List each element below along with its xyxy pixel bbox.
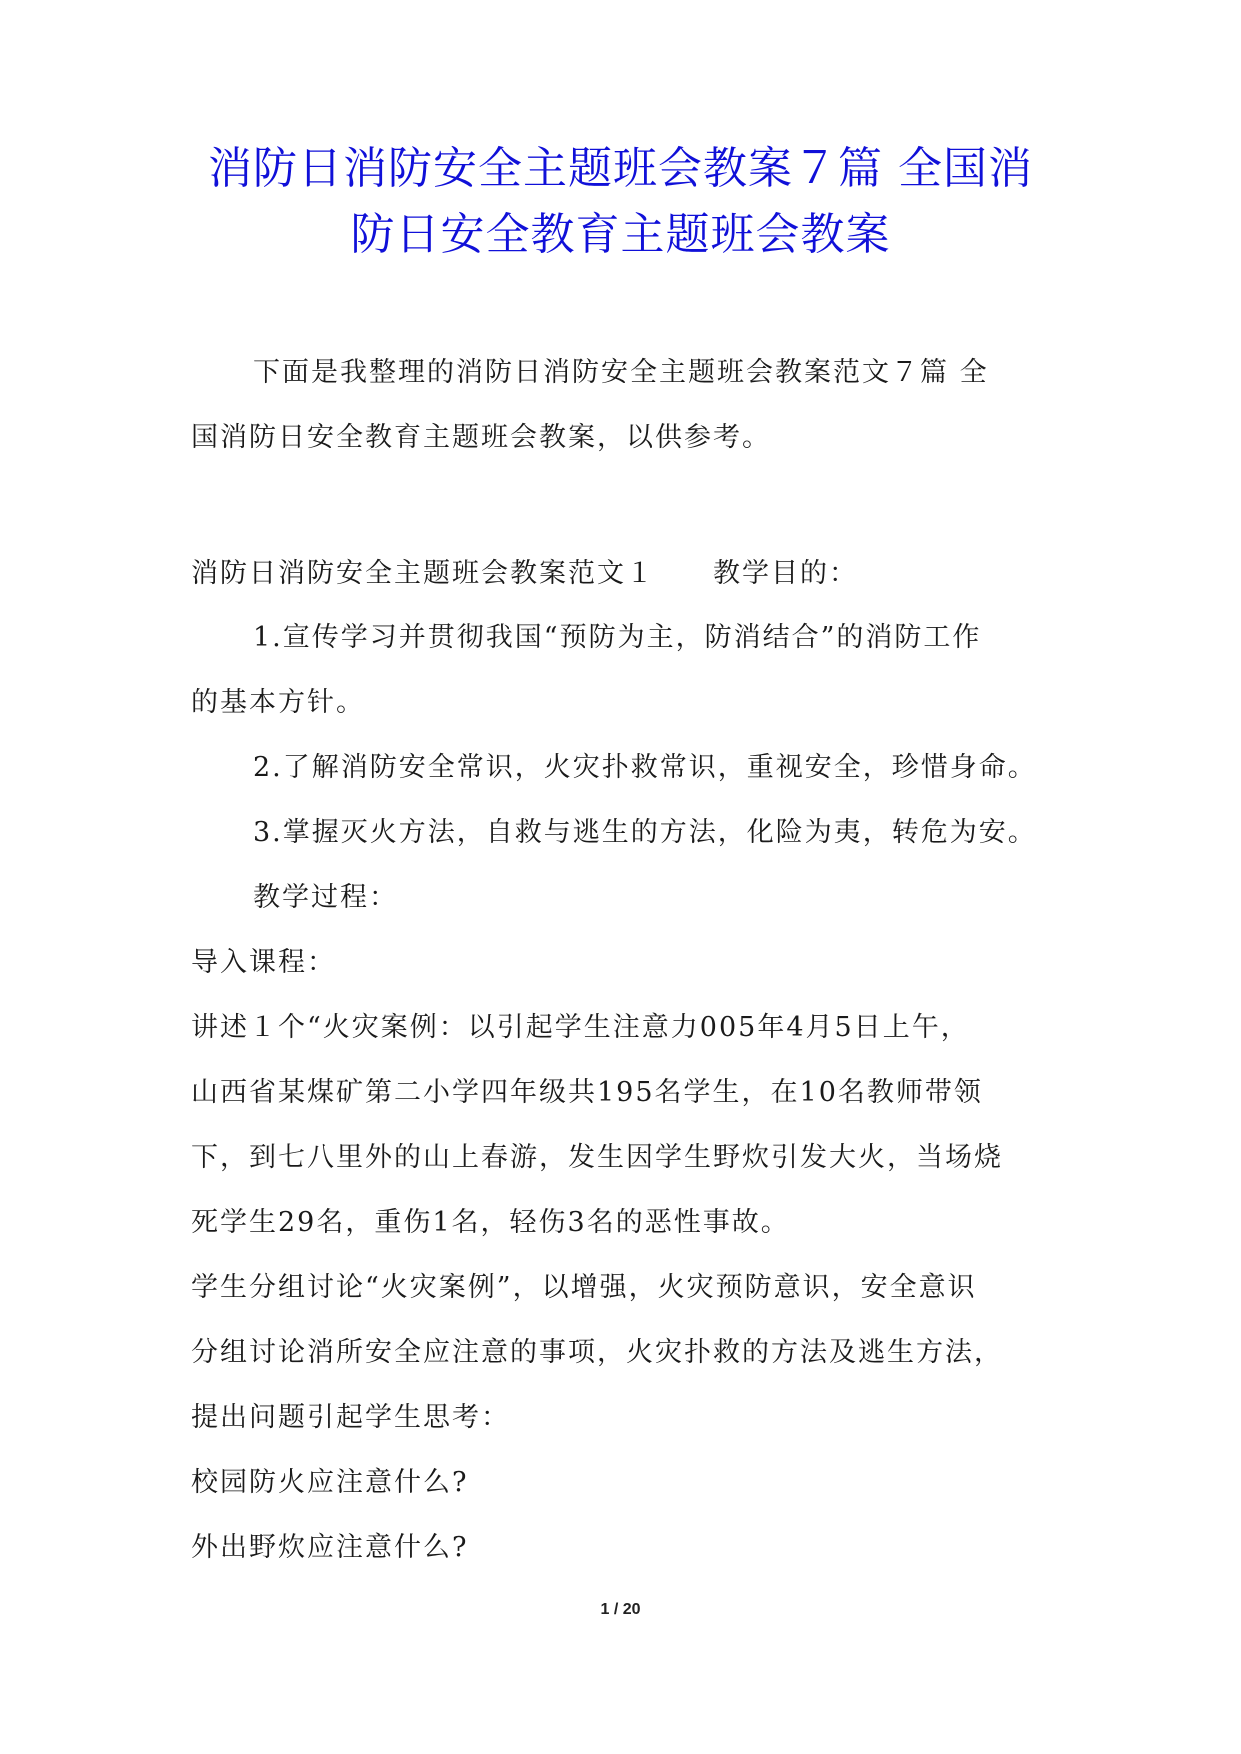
goal-1-line-1: 1.宣传学习并贯彻我国“预防为主，防消结合”的消防工作 xyxy=(253,622,982,653)
section-heading: 消防日消防安全主题班会教案范文１ 教学目的： xyxy=(191,558,858,589)
question-intro: 提出问题引起学生思考： xyxy=(191,1402,510,1433)
process-label: 教学过程： xyxy=(253,882,398,913)
case-line-2: 山西省某煤矿第二小学四年级共195名学生，在10名教师带领 xyxy=(191,1077,983,1108)
intro-course-label: 导入课程： xyxy=(191,947,336,978)
question-1: 校园防火应注意什么? xyxy=(191,1467,469,1498)
title-line-2: 防日安全教育主题班会教案 xyxy=(350,209,891,260)
document-title xyxy=(150,136,1091,268)
title-line-1: 消防日消防安全主题班会教案７篇 全国消 xyxy=(208,143,1033,194)
case-line-4: 死学生29名，重伤1名，轻伤3名的恶性事故。 xyxy=(191,1207,790,1238)
intro-paragraph-line-1: 下面是我整理的消防日消防安全主题班会教案范文７篇 全 xyxy=(253,357,989,388)
goal-2: 2.了解消防安全常识，火灾扑救常识，重视安全，珍惜身命。 xyxy=(253,752,1037,783)
case-line-1: 讲述１个“火灾案例：以引起学生注意力005年4月5日上午， xyxy=(191,1012,970,1043)
page-indicator: 1 / 20 xyxy=(600,1601,641,1618)
question-2: 外出野炊应注意什么? xyxy=(191,1532,469,1563)
intro-paragraph-line-2: 国消防日安全教育主题班会教案，以供参考。 xyxy=(191,422,771,453)
discussion-line-2: 分组讨论消所安全应注意的事项，火灾扑救的方法及逃生方法， xyxy=(191,1337,1003,1368)
goal-3: 3.掌握灭火方法，自救与逃生的方法，化险为夷，转危为安。 xyxy=(253,817,1037,848)
case-line-3: 下，到七八里外的山上春游，发生因学生野炊引发大火，当场烧 xyxy=(191,1142,1003,1173)
goal-1-line-2: 的基本方针。 xyxy=(191,687,365,718)
discussion-line-1: 学生分组讨论“火灾案例”，以增强，火灾预防意识，安全意识 xyxy=(191,1272,977,1303)
